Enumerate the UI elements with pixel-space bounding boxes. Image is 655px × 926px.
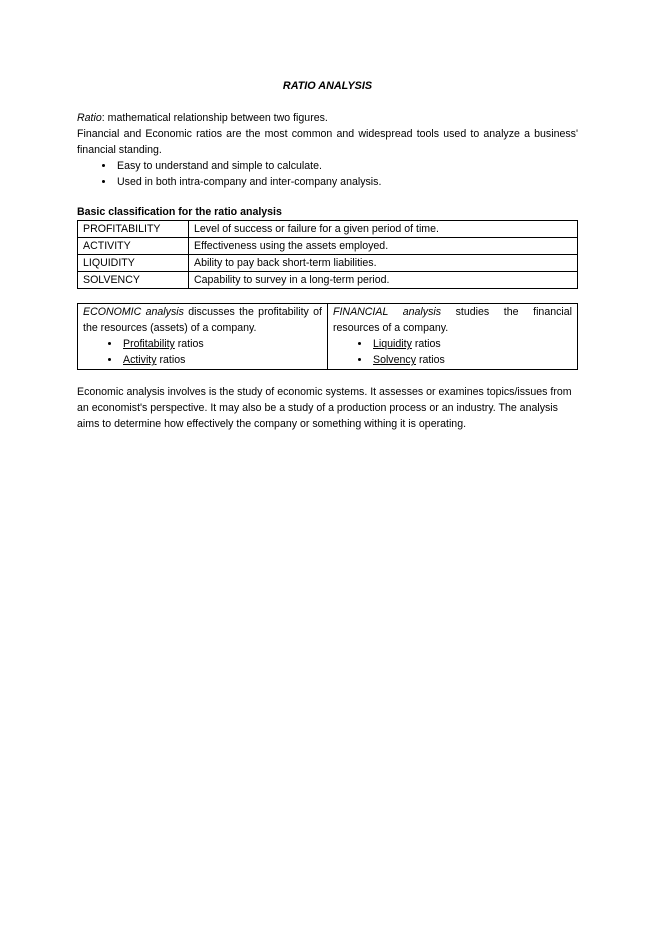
intro-bullet-list bbox=[77, 158, 578, 190]
financial-analysis-term: FINANCIAL analysis bbox=[333, 306, 442, 318]
table-cell-name: ACTIVITY bbox=[78, 238, 189, 255]
table-cell-desc: Ability to pay back short-term liabilities. bbox=[189, 255, 578, 272]
activity-term: Activity bbox=[123, 354, 157, 366]
ratio-suffix: ratios bbox=[411, 338, 441, 350]
economic-analysis-cell bbox=[78, 304, 328, 370]
financial-analysis-text bbox=[333, 304, 572, 336]
classification-heading: Basic classification for the ratio analysis bbox=[77, 206, 282, 218]
ratio-suffix: ratios bbox=[416, 354, 445, 366]
table-cell-desc: Level of success or failure for a given period of time. bbox=[189, 221, 578, 238]
intro-paragraph: Financial and Economic ratios are the most common and widespread tools used to analyze a business' financial standing. bbox=[77, 128, 578, 156]
analysis-comparison-table bbox=[77, 303, 578, 370]
table-row bbox=[78, 238, 578, 255]
list-item bbox=[371, 352, 572, 368]
economic-analysis-term: ECONOMIC analysis bbox=[83, 306, 184, 318]
list-item bbox=[121, 336, 322, 352]
table-cell-name: PROFITABILITY bbox=[78, 221, 189, 238]
table-row bbox=[78, 221, 578, 238]
profitability-term: Profitability bbox=[123, 338, 175, 350]
list-item: • Easy to understand and simple to calculate. bbox=[115, 158, 578, 174]
ratio-definition-text: : mathematical relationship between two figures. bbox=[101, 112, 328, 124]
classification-table bbox=[77, 220, 578, 289]
list-item bbox=[121, 352, 322, 368]
table-row bbox=[78, 255, 578, 272]
ratio-suffix: ratios bbox=[156, 354, 186, 366]
closing-paragraph: Economic analysis involves is the study of economic systems. It assesses or examines topics/issues from an economist's perspective. It may also be a study of a production process or an industry. The analysis aims to determine how effectively the company or something withing it is operating. bbox=[77, 386, 572, 430]
ratio-definition bbox=[77, 110, 578, 126]
financial-analysis-desc: studies the financial resources of a company. bbox=[333, 306, 573, 334]
table-cell-desc: Capability to survey in a long-term period. bbox=[189, 272, 578, 289]
list-item: • Used in both intra-company and inter-company analysis. bbox=[115, 174, 578, 190]
ratio-suffix: ratios bbox=[174, 338, 204, 350]
document-title: RATIO ANALYSIS bbox=[282, 80, 373, 92]
economic-analysis-desc: discusses the profitability of the resources (assets) of a company. bbox=[83, 306, 322, 334]
table-row bbox=[78, 272, 578, 289]
table-cell-name: LIQUIDITY bbox=[78, 255, 189, 272]
table-cell-desc: Effectiveness using the assets employed. bbox=[189, 238, 578, 255]
document-page bbox=[0, 78, 655, 926]
ratio-term: Ratio bbox=[77, 112, 102, 124]
table-cell-name: SOLVENCY bbox=[78, 272, 189, 289]
liquidity-term: Liquidity bbox=[373, 338, 412, 350]
financial-ratio-list bbox=[333, 336, 572, 368]
list-item bbox=[371, 336, 572, 352]
economic-ratio-list bbox=[83, 336, 322, 368]
table-row bbox=[78, 304, 578, 370]
financial-analysis-cell bbox=[328, 304, 578, 370]
economic-analysis-text bbox=[83, 304, 322, 336]
solvency-term: Solvency bbox=[373, 354, 416, 366]
